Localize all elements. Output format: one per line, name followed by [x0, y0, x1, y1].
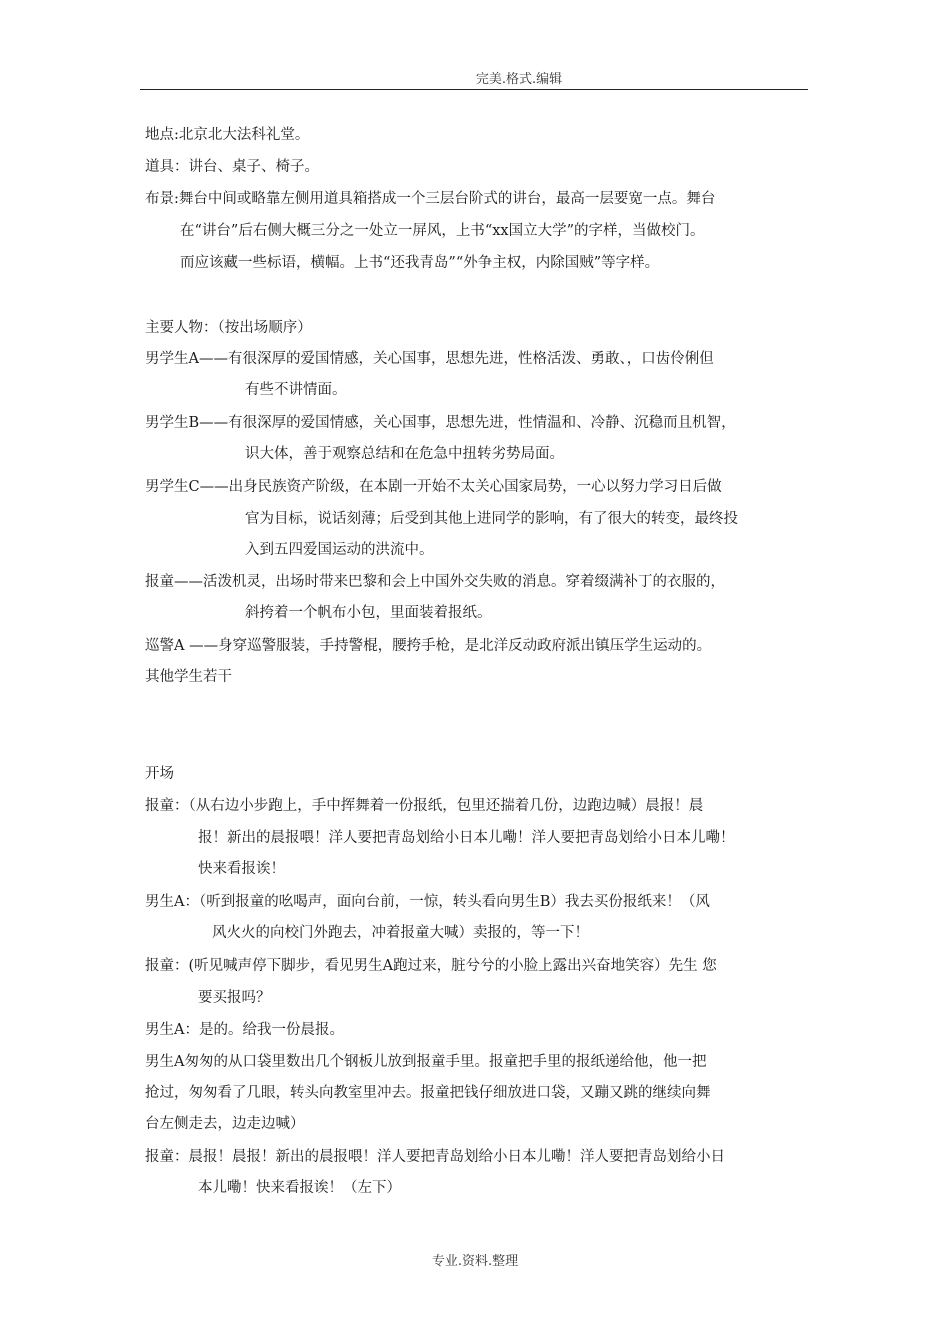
character-c-cont: 入到五四爱国运动的洪流中。: [245, 542, 434, 558]
character-b: 男学生B——有很深厚的爱国情感，关心国事，思想先进，性情温和、冷静、沉稳而且机智，: [145, 415, 736, 431]
dialogue-line-cont: 风火火的向校门外跑去，冲着报童大喊）卖报的，等一下！: [212, 925, 589, 941]
stage-direction-cont: 抢过，匆匆看了几眼，转头向教室里冲去。报童把钱仔细放进口袋，又蹦又跳的继续向舞: [145, 1085, 711, 1101]
character-c-cont: 官为目标，说话刻薄；后受到其他上进同学的影响，有了很大的转变，最终投: [245, 511, 738, 527]
dialogue-line-cont: 本儿嘞！快来看报诶！（左下）: [198, 1180, 401, 1196]
characters-heading: 主要人物：（按出场顺序）: [145, 320, 312, 336]
setting-scene: 布景:舞台中间或略靠左侧用道具箱搭成一个三层台阶式的讲台，最高一层要宽一点。舞台: [145, 191, 716, 207]
character-a: 男学生A——有很深厚的爱国情感，关心国事，思想先进，性格活泼、勇敢、，口齿伶俐但: [145, 351, 714, 367]
header-text: 完美.格式.编辑: [475, 72, 563, 87]
dialogue-line: 男生A：（听到报童的吆喝声，面向台前，一惊，转头看向男生B）我去买份报纸来！（风: [145, 894, 710, 910]
dialogue-line: 报童：（从右边小步跑上，手中挥舞着一份报纸，包里还揣着几份，边跑边喊）晨报！晨: [145, 798, 704, 814]
setting-location: 地点:北京北大法科礼堂。: [145, 127, 310, 143]
stage-direction-cont: 台左侧走去，边走边喊）: [145, 1116, 305, 1132]
script-heading: 开场: [145, 766, 174, 782]
dialogue-line-cont: 快来看报诶！: [198, 861, 285, 877]
dialogue-line: 男生A：是的。给我一份晨报。: [145, 1022, 344, 1038]
dialogue-line-cont: 要买报吗？: [198, 990, 271, 1006]
page-header: [140, 70, 808, 90]
character-newsboy: 报童——活泼机灵，出场时带来巴黎和会上中国外交失败的消息。穿着缀满补丁的衣服的，: [145, 574, 725, 590]
dialogue-line: 报童：晨报！晨报！新出的晨报喂！洋人要把青岛划给小日本儿嘞！洋人要把青岛划给小日: [145, 1149, 725, 1165]
character-b-cont: 识大体，善于观察总结和在危急中扭转劣势局面。: [245, 446, 564, 462]
dialogue-line: 报童：(听见喊声停下脚步，看见男生A跑过来，脏兮兮的小脸上露出兴奋地笑容）先生 您: [145, 958, 717, 974]
dialogue-line-cont: 报！新出的晨报喂！洋人要把青岛划给小日本儿嘞！洋人要把青岛划给小日本儿嘞！: [198, 830, 735, 846]
character-others: 其他学生若干: [145, 669, 232, 685]
stage-direction: 男生A匆匆的从口袋里数出几个钢板儿放到报童手里。报童把手里的报纸递给他，他一把: [145, 1054, 707, 1070]
setting-props: 道具：讲台、桌子、椅子。: [145, 159, 319, 175]
page-footer: 专业.资料.整理: [431, 1254, 519, 1269]
setting-scene-cont: 在“讲台”后右侧大概三分之一处立一屏风，上书“xx国立大学”的字样，当做校门。: [180, 223, 705, 239]
setting-scene-cont: 而应该藏一些标语，横幅。上书“还我青岛”“外争主权，内除国贼”等字样。: [180, 255, 660, 271]
character-police: 巡警A ——身穿巡警服装，手持警棍，腰挎手枪，是北洋反动政府派出镇压学生运动的。: [145, 638, 712, 654]
character-a-cont: 有些不讲情面。: [245, 382, 347, 398]
character-newsboy-cont: 斜挎着一个帆布小包，里面装着报纸。: [245, 605, 492, 621]
character-c: 男学生C——出身民族资产阶级，在本剧一开始不太关心国家局势，一心以努力学习日后做: [145, 479, 722, 495]
